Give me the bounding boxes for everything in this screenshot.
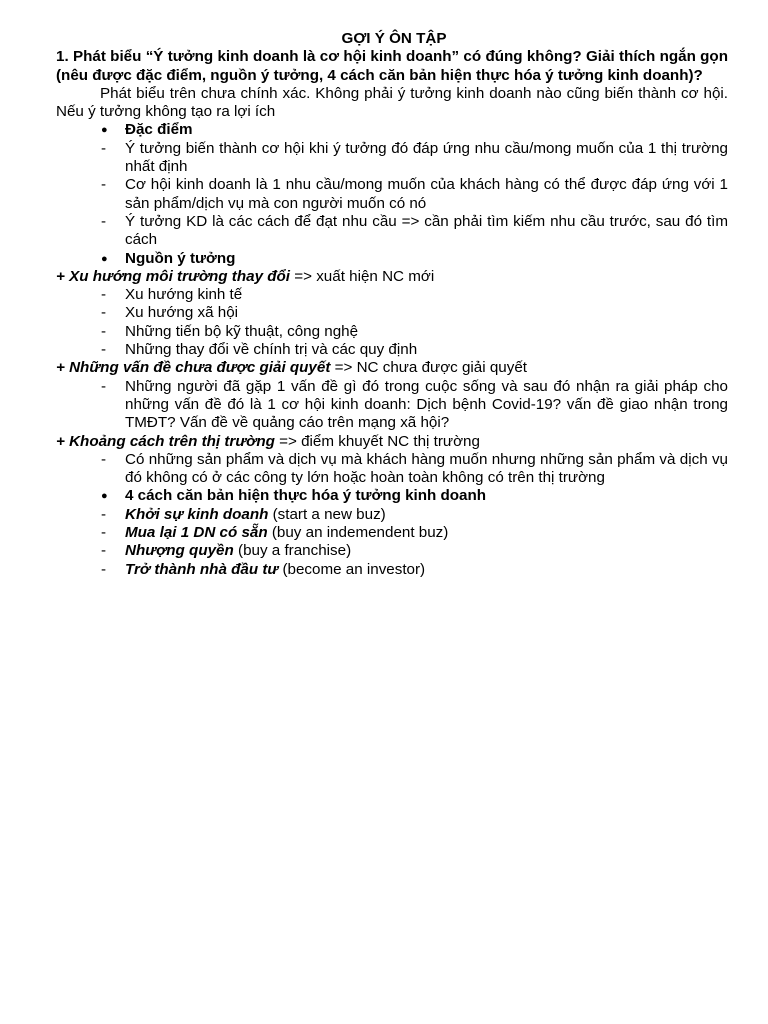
- list-item-text: Những tiến bộ kỹ thuật, công nghệ: [125, 322, 359, 340]
- document-title: GỢI Ý ÔN TẬP: [341, 30, 447, 47]
- dash-mark: -: [101, 176, 107, 194]
- method-note: (become an investor): [278, 560, 426, 578]
- bullet-dot: ●: [101, 124, 108, 137]
- list-item: [56, 341, 728, 359]
- dash-mark: -: [101, 542, 107, 560]
- method-name: Mua lại 1 DN có sẵn: [125, 524, 268, 542]
- dash-mark: -: [101, 341, 107, 359]
- list-item: [56, 304, 728, 322]
- list-item: [56, 140, 728, 177]
- list-item: [56, 524, 728, 542]
- dash-mark: -: [101, 505, 107, 523]
- list-item: [56, 561, 728, 579]
- list-item-text: [125, 524, 728, 542]
- question-text: 1. Phát biểu “Ý tưởng kinh doanh là cơ hội kinh doanh” có đúng không? Giải thích ngắn gọn (nêu được đặc điểm, nguồn ý tưởng, 4 cách căn bản hiện thực hóa ý tưởng kinh doanh)?: [56, 48, 728, 84]
- list-item-text: Những người đã gặp 1 vấn đề gì đó trong cuộc sống và sau đó nhận ra giải pháp cho những vấn đề đó là 1 cơ hội kinh doanh: Dịch bệnh Covid-19? vấn đề giao nhận trong TMĐT? Vấn đề về quảng cáo trên mạng xã hội?: [125, 377, 728, 432]
- method-note: (start a new buz): [268, 505, 386, 523]
- methods-heading: [56, 487, 728, 505]
- dash-mark: -: [101, 139, 107, 157]
- source-suffix: => NC chưa được giải quyết: [330, 359, 527, 377]
- list-item-text: [125, 561, 728, 579]
- list-item: [56, 506, 728, 524]
- source-group-label: [56, 433, 728, 451]
- method-name: Nhượng quyền: [125, 542, 234, 560]
- method-name: Khởi sự kinh doanh: [125, 505, 269, 523]
- list-item-text: Có những sản phẩm và dịch vụ mà khách hàng muốn nhưng những sản phẩm và dịch vụ đó không có ở các công ty lớn hoặc hoàn toàn không có trên thị trường: [125, 450, 728, 487]
- dash-mark: -: [101, 560, 107, 578]
- dash-mark: -: [101, 304, 107, 322]
- method-note: (buy a franchise): [233, 542, 352, 560]
- source-label: + Khoảng cách trên thị trường: [56, 432, 275, 450]
- dash-mark: -: [101, 524, 107, 542]
- dash-mark: -: [101, 286, 107, 304]
- list-item: [56, 176, 728, 213]
- list-item-text: [125, 542, 728, 560]
- dash-mark: -: [101, 450, 107, 468]
- list-item-text: [125, 506, 728, 524]
- source-suffix: => điểm khuyết NC thị trường: [274, 432, 480, 450]
- list-item-text: Xu hướng xã hội: [125, 304, 239, 322]
- dash-mark: -: [101, 212, 107, 230]
- methods-heading-text: 4 cách căn bản hiện thực hóa ý tưởng kinh doanh: [125, 487, 487, 505]
- dash-mark: -: [101, 377, 107, 395]
- list-item: [56, 378, 728, 433]
- characteristics-heading: [56, 121, 728, 139]
- list-item-text: Xu hướng kinh tế: [125, 286, 243, 304]
- bullet-dot: ●: [101, 252, 108, 265]
- list-item-text: Những thay đổi về chính trị và các quy định: [125, 341, 418, 359]
- sources-heading: [56, 250, 728, 268]
- method-note: (buy an indemendent buz): [267, 524, 449, 542]
- bullet-dot: ●: [101, 490, 108, 503]
- source-group-label: [56, 359, 728, 377]
- list-item-text: Cơ hội kinh doanh là 1 nhu cầu/mong muốn của khách hàng có thể được đáp ứng với 1 sản phẩm/dịch vụ mà con người muốn có nó: [125, 176, 728, 212]
- method-name: Trở thành nhà đầu tư: [125, 560, 279, 578]
- source-label: + Xu hướng môi trường thay đổi: [56, 267, 291, 285]
- list-item: [56, 286, 728, 304]
- source-group-label: [56, 268, 728, 286]
- list-item: [56, 323, 728, 341]
- list-item-text: Ý tưởng biến thành cơ hội khi ý tưởng đó đáp ứng nhu cầu/mong muốn của 1 thị trường nhất định: [125, 139, 728, 176]
- source-suffix: => xuất hiện NC mới: [290, 267, 435, 285]
- list-item: [56, 542, 728, 560]
- list-item-text: Ý tưởng KD là các cách để đạt nhu cầu => cần phải tìm kiếm nhu cầu trước, sau đó tìm cách: [125, 212, 728, 249]
- source-label: + Những vấn đề chưa được giải quyết: [56, 359, 331, 377]
- answer-intro: Phát biểu trên chưa chính xác. Không phải ý tưởng kinh doanh nào cũng biến thành cơ hội. Nếu ý tưởng không tạo ra lợi ích: [56, 84, 728, 121]
- sources-heading-text: Nguồn ý tưởng: [125, 249, 236, 267]
- characteristics-heading-text: Đặc điểm: [125, 121, 193, 139]
- dash-mark: -: [101, 322, 107, 340]
- list-item: [56, 451, 728, 488]
- list-item: [56, 213, 728, 250]
